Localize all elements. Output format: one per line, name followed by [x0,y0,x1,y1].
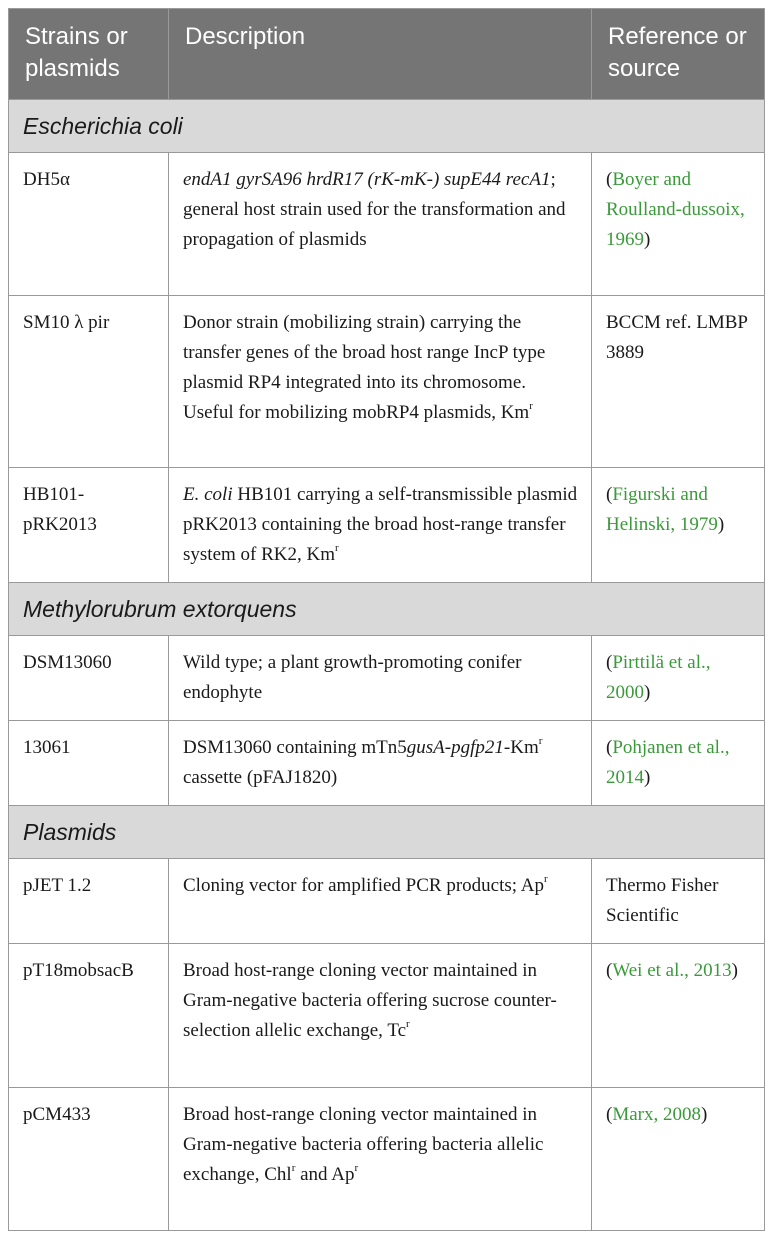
ref-close: ) [644,229,651,250]
table-row [9,296,765,468]
table-row [9,153,765,296]
table-row [9,859,765,944]
desc-text: DSM13060 containing mTn5 [183,737,407,758]
superscript: r [406,1017,410,1030]
reference-link[interactable]: Boyer and Roulland-dussoix, 1969 [606,169,745,250]
section-title: Escherichia coli [9,100,765,153]
header-strains: Strains or plasmids [9,9,169,100]
table-row [9,721,765,806]
reference-link[interactable]: Marx, 2008 [612,1104,701,1125]
description [169,721,592,806]
strain-name: pT18mobsacB [9,944,169,1088]
strain-name: pCM433 [9,1088,169,1231]
desc-text: Donor strain (mobilizing strain) carrying the transfer genes of the broad host range IncP type plasmid RP4 integrated into its chromosome. Useful for mobilizing mobRP4 plasmids, Km [183,312,546,423]
header-row [9,9,765,100]
ref-close: ) [644,682,651,703]
reference [592,636,765,721]
strain-name: DH5α [9,153,169,296]
strains-table [8,8,765,1231]
description: Wild type; a plant growth-promoting conifer endophyte [169,636,592,721]
strain-name: HB101-pRK2013 [9,468,169,583]
section-row [9,583,765,636]
section-row [9,100,765,153]
reference-link[interactable]: Pirttilä et al., 2000 [606,652,711,703]
table-row [9,468,765,583]
description [169,1088,592,1231]
ref-open: ( [606,652,613,673]
description [169,468,592,583]
reference-link[interactable]: Pohjanen et al., 2014 [606,737,730,788]
section-row [9,806,765,859]
section-title: Methylorubrum extorquens [9,583,765,636]
superscript: r [538,734,543,747]
desc-text: and Ap [295,1164,355,1185]
table-row [9,636,765,721]
ref-open: ( [606,737,613,758]
description [169,296,592,468]
ref-open: ( [606,960,613,981]
desc-text: -Km [503,737,539,758]
desc-text: ; general host strain used for the transformation and propagation of plasmids [183,169,566,250]
desc-italic: E. coli [183,484,233,505]
desc-italic: gusA-pgfp21 [406,737,504,758]
superscript: r [354,1161,359,1174]
strain-name: SM10 λ pir [9,296,169,468]
strain-name: DSM13060 [9,636,169,721]
description [169,944,592,1088]
desc-italic: endA1 gyrSA96 hrdR17 (rK-mK-) supE44 recA1 [183,169,551,190]
reference [592,944,765,1088]
superscript: r [543,872,548,885]
description [169,153,592,296]
description [169,859,592,944]
ref-open: ( [606,1104,613,1125]
section-title: Plasmids [9,806,765,859]
reference [592,468,765,583]
desc-text: cassette (pFAJ1820) [183,767,338,788]
reference [592,1088,765,1231]
desc-text: Cloning vector for amplified PCR products; Ap [183,875,544,896]
superscript: r [529,399,533,412]
ref-close: ) [700,1104,708,1125]
ref-open: ( [606,169,613,190]
reference [592,153,765,296]
reference [592,721,765,806]
strain-name: pJET 1.2 [9,859,169,944]
ref-close: ) [731,960,738,981]
desc-text: Broad host-range cloning vector maintained in Gram-negative bacteria offering sucrose counter-selection allelic exchange, Tc [183,960,557,1041]
header-reference: Reference or source [592,9,765,100]
ref-open: ( [606,484,613,505]
header-description: Description [169,9,592,100]
desc-text: Broad host-range cloning vector maintained in Gram-negative bacteria offering bacteria allelic exchange, Chl [183,1104,544,1185]
strain-name: 13061 [9,721,169,806]
desc-text: HB101 carrying a self-transmissible plasmid pRK2013 containing the broad host-range transfer system of RK2, Km [183,484,578,565]
superscript: r [335,541,339,554]
reference: Thermo Fisher Scientific [592,859,765,944]
superscript: r [291,1161,296,1174]
reference-link[interactable]: Wei et al., 2013 [612,960,732,981]
ref-close: ) [644,767,651,788]
table-row [9,1088,765,1231]
reference-link[interactable]: Figurski and Helinski, 1979 [606,484,718,535]
ref-close: ) [717,514,725,535]
reference: BCCM ref. LMBP 3889 [592,296,765,468]
table-row [9,944,765,1088]
